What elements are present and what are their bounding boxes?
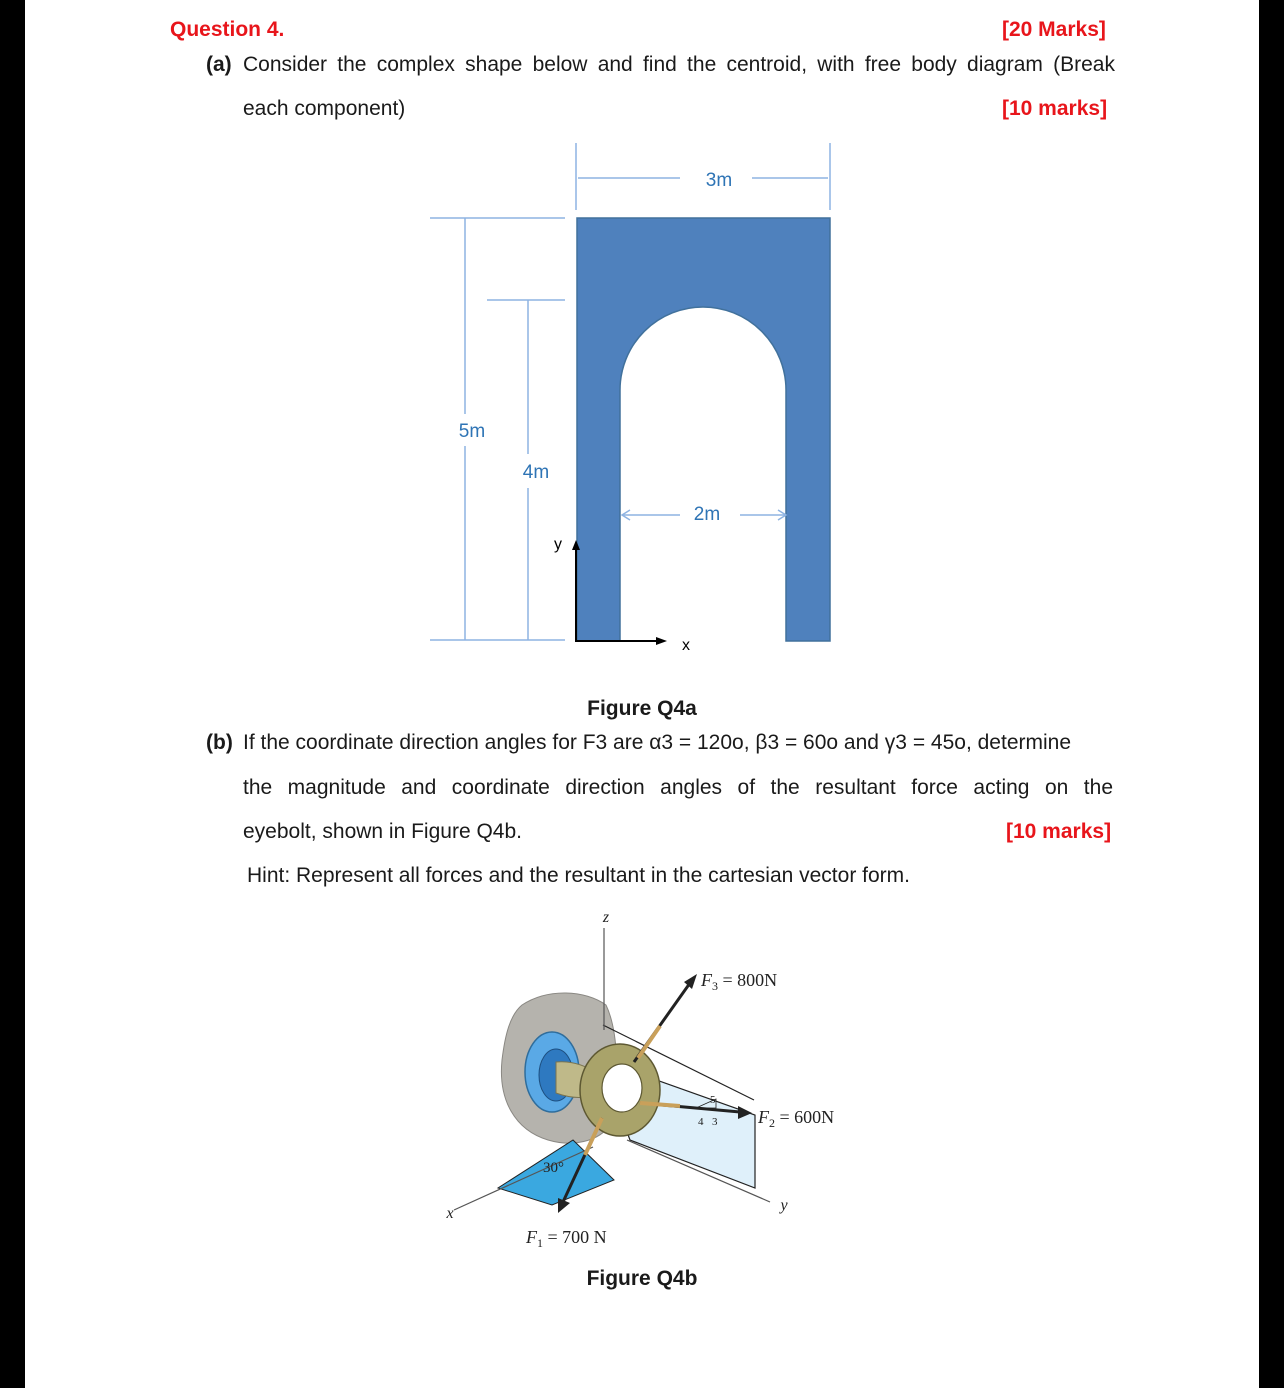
dim-2m-label: 2m	[693, 504, 721, 525]
part-b-label: (b)	[206, 731, 233, 754]
f1-label: $F_1 = 700$ N	[526, 1227, 607, 1250]
part-b-text-line2: the magnitude and coordinate direction angles of the resultant force acting on the	[243, 776, 1113, 799]
part-b-marks: [10 marks]	[1006, 820, 1112, 843]
part-a-label: (a)	[206, 53, 232, 76]
dim-5m-label: 5m	[458, 421, 486, 442]
f3-label: $F_3 = 800N$	[701, 970, 778, 993]
slope-v: 3	[712, 1116, 718, 1128]
part-b-text-line3: eyebolt, shown in Figure Q4b.	[243, 820, 522, 843]
f3-rope	[638, 1026, 660, 1058]
x-axis-label: x	[682, 637, 690, 654]
part-b-hint: Hint: Represent all forces and the resultant in the cartesian vector form.	[247, 864, 910, 887]
part-a-text-line1: Consider the complex shape below and find the centroid, with free body diagram (Break	[243, 53, 1115, 76]
eye-ring-hole	[602, 1064, 642, 1112]
part-b-text-line1: If the coordinate direction angles for F3 are α3 = 120o, β3 = 60o and γ3 = 45o, determine	[243, 731, 1072, 754]
part-a-text-line2: each component)	[243, 97, 406, 120]
dim-4m-label: 4m	[522, 462, 550, 483]
y-axis-label: y	[554, 536, 562, 553]
slope-hyp: 5	[710, 1094, 716, 1106]
x-axis-b-label: x	[446, 1205, 454, 1222]
angle-30-label: 30°	[543, 1160, 564, 1176]
z-axis-label: z	[602, 909, 610, 926]
part-a-marks: [10 marks]	[1002, 97, 1108, 120]
question-title: Question 4.	[170, 18, 285, 41]
slope-h: 4	[698, 1116, 704, 1128]
question-total-marks: [20 Marks]	[1002, 18, 1106, 41]
figure-q4b-caption: Figure Q4b	[586, 1267, 698, 1290]
y-axis-b-label: y	[780, 1197, 788, 1214]
dim-3m-label: 3m	[705, 170, 733, 191]
figure-q4a-caption: Figure Q4a	[587, 697, 697, 720]
f2-label: $F_2 = 600N$	[758, 1107, 835, 1130]
